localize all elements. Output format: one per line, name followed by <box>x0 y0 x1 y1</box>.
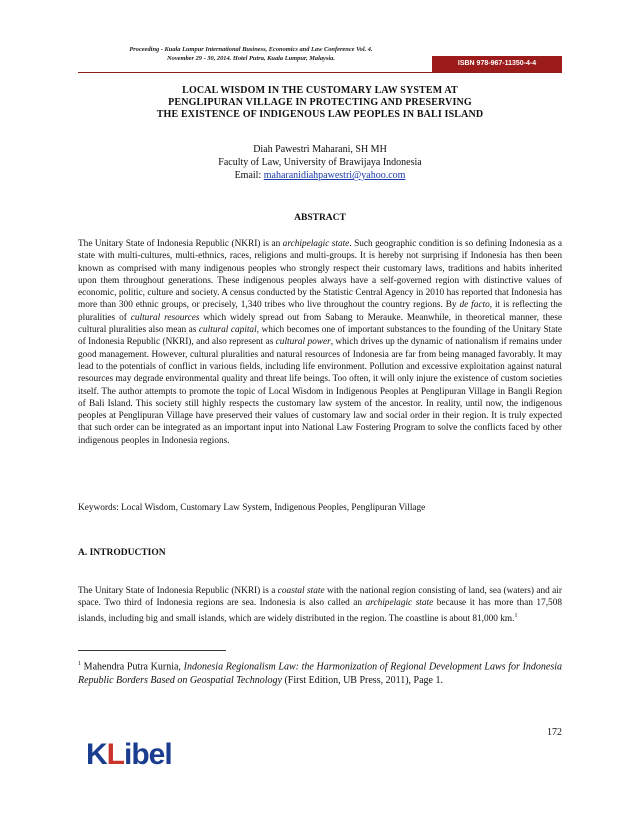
section-heading-introduction: A. INTRODUCTION <box>78 548 166 558</box>
intro-italic: coastal state <box>277 586 325 596</box>
title-line-3: THE EXISTENCE OF INDIGENOUS LAW PEOPLES IN BALI ISLAND <box>156 109 484 120</box>
abstract-italic: cultural capital, <box>198 325 259 336</box>
abstract-run: The Unitary State of Indonesia Republic (NKRI) is an <box>78 239 283 249</box>
author-email-line <box>78 169 562 182</box>
logo-letter-l: L <box>106 738 124 771</box>
abstract-run: which becomes one of important substances to the founding of the Unitary State of Indonesia Republic (NKRI), and also represent as <box>78 325 562 348</box>
keywords: Keywords: Local Wisdom, Customary Law System, Indigenous Peoples, Penglipuran Village <box>78 503 426 513</box>
page-number: 172 <box>547 727 562 738</box>
conference-line-2: November 29 - 30, 2014. Hotel Putra, Kuala Lumpur, Malaysia. <box>167 55 335 62</box>
abstract-italic: de facto <box>459 300 490 311</box>
abstract-text <box>78 238 562 447</box>
logo-text-rest: ibel <box>124 738 172 771</box>
abstract-italic: archipelagic state <box>282 239 350 249</box>
paper-title <box>78 85 562 121</box>
intro-run: because it has more than 17,508 islands, including big and small islands, which are widely distributed in the region. The coastline is about 81,000 km. <box>78 598 562 624</box>
abstract-heading: ABSTRACT <box>294 213 346 223</box>
author-block <box>78 143 562 182</box>
footnote-title: Indonesia Regionalism Law: the Harmonization of Regional Development Laws for Indonesia Republic Borders Based on Geospatial Technology <box>78 661 563 686</box>
footnote-author: Mahendra Putra Kurnia, <box>81 661 184 673</box>
logo-letter-k: K <box>86 738 107 771</box>
author-name: Diah Pawestri Maharani, SH MH <box>253 144 387 155</box>
page-header <box>78 45 562 73</box>
footnote-ref[interactable]: 1 <box>514 612 518 619</box>
klibel-logo <box>86 738 172 772</box>
title-line-2: PENGLIPURAN VILLAGE IN PROTECTING AND PRESERVING <box>168 97 472 108</box>
abstract-run: , it is reflecting the pluralities of <box>78 300 562 323</box>
isbn-badge: ISBN 978-967-11350-4-4 <box>432 56 562 72</box>
intro-italic: archipelagic state <box>365 598 434 609</box>
intro-run: with the national region consisting of land, sea (waters) and air space. Two third of Indonesia regions are sea. Indonesia is also called an <box>78 586 562 609</box>
introduction-text <box>78 585 562 625</box>
abstract-italic: cultural power <box>275 337 331 348</box>
abstract-italic: cultural resources <box>130 312 200 323</box>
title-line-1: LOCAL WISDOM IN THE CUSTOMARY LAW SYSTEM AT <box>182 85 458 96</box>
abstract-run: , which drives up the dynamic of nationalism if remains under good management. However, cultural pluralities and natural resources of Indonesia are far from being managed favorably. It may lead to the potentials of conflict in various fields, including life environment. Pollution and excessive exploitation against natural resources may degrade environmental quality and threat life beings. Too often, it will only injure the existence of custom societies itself. The author attempts to promote the topic of Local Wisdom in Indigenous Peoples at Penglipuran Village in Bangli Region of Bali Island. This society still highly respects the customary law system of the ancestor. In reality, until now, the indigenous peoples at Penglipuran Village have preserved their values of customary law and social order in their region. It is truly expected that such order can be integrated as an important input into National Law Fostering Program to solve the conflicts faced by other indigenous peoples in Indonesia regions. <box>78 337 562 446</box>
intro-run: The Unitary State of Indonesia Republic (NKRI) is a <box>78 586 278 596</box>
footnote-rest: (First Edition, UB Press, 2011), Page 1. <box>281 674 443 686</box>
header-divider <box>78 72 562 73</box>
conference-info <box>78 45 424 63</box>
email-label: Email: <box>234 170 264 181</box>
abstract-run: . Such geographic condition is so defining Indonesia as a state with multi-cultures, multi-ethnics, races, religions and multi-groups. It is hereby not surprising if Indonesia has then been known as comprised with many indigenous peoples who strongly respect their customary laws, traditions and habits inherited upon them throughout generations. These indigenous peoples always have a self-governed region with distinctive values of economic, politic, culture and society. A census conducted by the Statistic Central Agency in 2010 has reported that Indonesia has more than 300 ethnic groups, or precisely, 1,340 tribes who live throughout the country regions. By <box>78 239 562 311</box>
conference-line-1: Proceeding - Kuala Lumpur International Business, Economics and Law Conference Vol. 4. <box>129 46 373 53</box>
abstract-run: which widely spread out from Sabang to Merauke. Meanwhile, in theoretical manner, these cultural pluralities also mean as <box>78 312 562 336</box>
author-affiliation: Faculty of Law, University of Brawijaya Indonesia <box>218 157 422 168</box>
footnote-number: 1 <box>78 661 81 667</box>
email-link[interactable]: maharanidiahpawestri@yahoo.com <box>263 170 406 181</box>
footnote <box>78 658 562 687</box>
footnote-divider <box>78 650 226 651</box>
